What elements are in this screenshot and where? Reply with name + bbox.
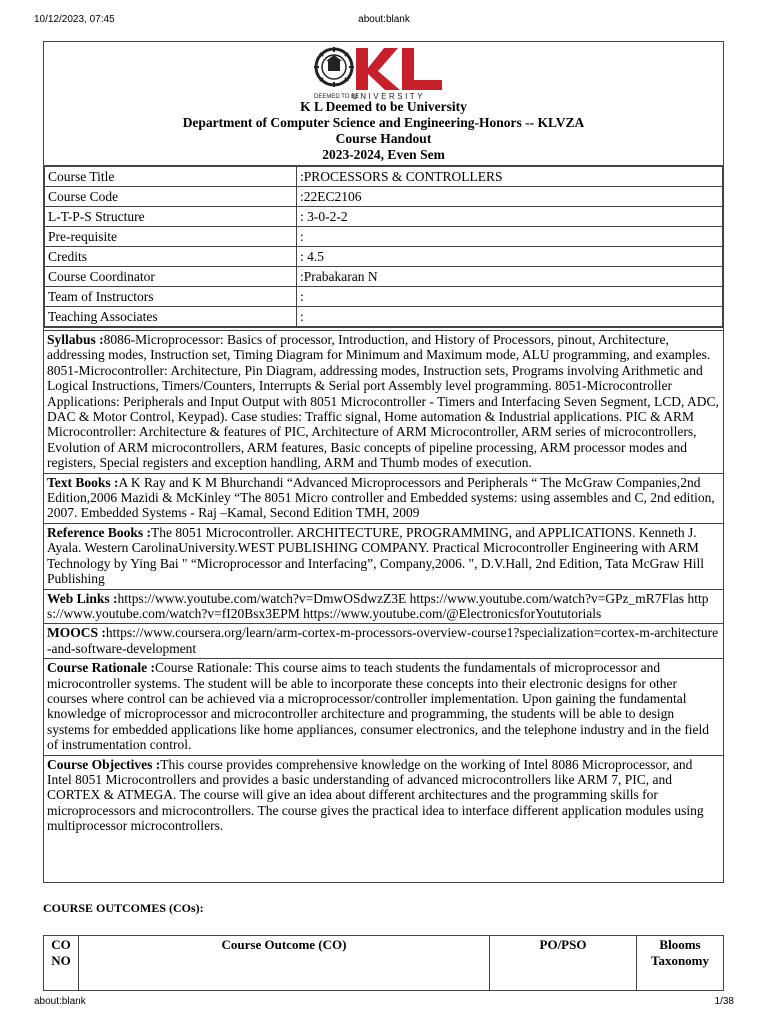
- info-row: [45, 207, 723, 227]
- web-links-title: Web Links :: [47, 590, 118, 606]
- print-url: about:blank: [358, 14, 410, 25]
- course-rationale-section: [44, 658, 723, 754]
- info-label: Course Title: [45, 167, 297, 187]
- info-row: [45, 287, 723, 307]
- course-objectives-text: This course provides comprehensive knowledge on the working of Intel 8086 Microprocessor, and Intel 8051 Microcontrollers and provides a basic understanding of advanced microcontrollers like ARM 7, PIC, and CORTEX & ATMEGA. The course will give an idea about different architectures and the programming skills for microprocessors and microcontrollers. The course gives the practical idea to interface different application modules using multiprocessor microcontrollers.: [47, 756, 704, 834]
- info-label: Team of Instructors: [45, 287, 297, 307]
- info-value: :: [297, 287, 723, 307]
- web-links-section: [44, 589, 723, 624]
- reference-books-section: [44, 523, 723, 589]
- text-books-text: A K Ray and K M Bhurchandi “Advanced Microprocessors and Peripherals “ The McGraw Companies,2nd Edition,2006 Mazidi & McKinley “The 8051 Micro controller and Embedded systems: using assembles and C, 2nd edition, 2007. Embedded Systems - Raj –Kamal, Second Edition TMH, 2009: [47, 474, 715, 521]
- document-title: Course Handout: [335, 131, 432, 146]
- course-info-table: [44, 166, 723, 327]
- course-rationale-title: Course Rationale :: [47, 660, 155, 676]
- logo-university-text: UNIVERSITY: [352, 92, 426, 101]
- syllabus-title: Syllabus :: [47, 332, 104, 347]
- info-row: [45, 267, 723, 287]
- info-value: : 3-0-2-2: [297, 207, 723, 227]
- co-no-header: CO NO: [44, 936, 79, 991]
- info-row: [45, 227, 723, 247]
- co-outcome-header: Course Outcome (CO): [79, 936, 490, 991]
- info-row: [45, 187, 723, 207]
- course-outcomes-heading: COURSE OUTCOMES (COs):: [43, 901, 204, 915]
- reference-books-title: Reference Books :: [47, 524, 151, 540]
- info-label: Credits: [45, 247, 297, 267]
- co-header-row: [44, 936, 724, 991]
- info-row: [45, 167, 723, 187]
- course-rationale-text: Course Rationale: This course aims to teach students the fundamentals of microprocessor and microcontroller systems. The student will be able to incorporate these concepts into their electronic designs for other courses where control can be achieved via a microprocessor/controller implementation. Upon gaining the fundamental knowledge of microprocessor and microcontroller architecture and programming, the students will be able to design systems for embedded applications like home appliances, consumer electronics, and the telephone industry and in the field of instrumentation control.: [47, 660, 710, 753]
- info-label: L-T-P-S Structure: [45, 207, 297, 227]
- moocs-title: MOOCS :: [47, 625, 106, 641]
- info-value: :Prabakaran N: [297, 267, 723, 287]
- info-row: [45, 307, 723, 327]
- info-label: Course Code: [45, 187, 297, 207]
- handout-frame: [43, 41, 724, 883]
- info-label: Pre-requisite: [45, 227, 297, 247]
- syllabus-text: 8086-Microprocessor: Basics of processor, Introduction, and History of Processors, pinout, Architecture, addressing modes, Instruction set, Timing Diagram for Minimum and Maximum mode, ALU programming, and examples. 8051-Microcontroller: Architecture, Pin Diagram, addressing modes, Instruction sets, Programs involving Arithmetic and Logical Instructions, Timers/Counters, Interrupts & Serial port Assembly level programming. 8051-Microcontroller Applications: Peripherals and Input Output with 8051 Microcontroller - Timers and Interfacing Seven Segment, LCD, ADC, DAC & Motor Control, Keypad). Case studies: Traffic signal, Home automation & Industrial applications. PIC & ARM Microcontroller: Architecture & features of PIC, Architecture of ARM Microcontroller, ARM series of microcontrollers, Evolution of ARM microcontrollers, ARM features, Basic concepts of pipeline processing, ARM processor modes and registers, Special registers and exception handling, ARM and Thumb modes of execution.: [47, 332, 719, 471]
- session-label: 2023-2024, Even Sem: [322, 147, 445, 162]
- course-outcomes-table: [43, 935, 724, 991]
- university-name: K L Deemed to be University: [300, 99, 467, 114]
- course-objectives-title: Course Objectives :: [47, 756, 161, 772]
- info-row: [45, 247, 723, 267]
- page-number: 1/38: [714, 996, 734, 1007]
- course-objectives-section: [44, 755, 723, 836]
- info-value: :PROCESSORS & CONTROLLERS: [297, 167, 723, 187]
- footer-url: about:blank: [34, 996, 86, 1007]
- po-pso-header: PO/PSO: [490, 936, 637, 991]
- handout-header: [44, 42, 723, 166]
- text-books-section: [44, 473, 723, 523]
- info-label: Teaching Associates: [45, 307, 297, 327]
- print-footer: [34, 996, 734, 1010]
- kl-university-logo: [312, 44, 452, 102]
- reference-books-text: The 8051 Microcontroller. ARCHITECTURE, PROGRAMMING, and APPLICATIONS. Kenneth J. Ayala. Western CarolinaUniversity.WEST PUBLISHING COMPANY. Practical Microcontroller Engineering with ARM Technology by Ying Bai " “Microprocessor and Interfacing”, Company,2006. ", D.V.Hall, 2nd Edition, Tata McGraw Hill Publishing: [47, 524, 704, 587]
- info-value: :22EC2106: [297, 187, 723, 207]
- web-links-text: https://www.youtube.com/watch?v=DmwOSdwzZ3E https://www.youtube.com/watch?v=GPz_mR7Flas https://www.youtube.com/watch?v=fI20Bsx3EPM https://www.youtube.com/@ElectronicsforYoututorials: [47, 590, 709, 621]
- print-header: [34, 14, 734, 30]
- department-name: Department of Computer Science and Engineering-Honors -- KLVZA: [182, 115, 585, 130]
- syllabus-section: [44, 330, 723, 473]
- moocs-text: https://www.coursera.org/learn/arm-cortex-m-processors-overview-course1?specialization=cortex-m-architecture-and-software-development: [47, 625, 719, 656]
- info-value: :: [297, 307, 723, 327]
- info-value: :: [297, 227, 723, 247]
- blooms-taxonomy-header: Blooms Taxonomy: [637, 936, 724, 991]
- moocs-section: [44, 623, 723, 658]
- text-books-title: Text Books :: [47, 474, 119, 490]
- info-label: Course Coordinator: [45, 267, 297, 287]
- info-value: : 4.5: [297, 247, 723, 267]
- logo-seal-text: DEEMED TO BE: [314, 94, 360, 100]
- print-datetime: 10/12/2023, 07:45: [34, 14, 115, 25]
